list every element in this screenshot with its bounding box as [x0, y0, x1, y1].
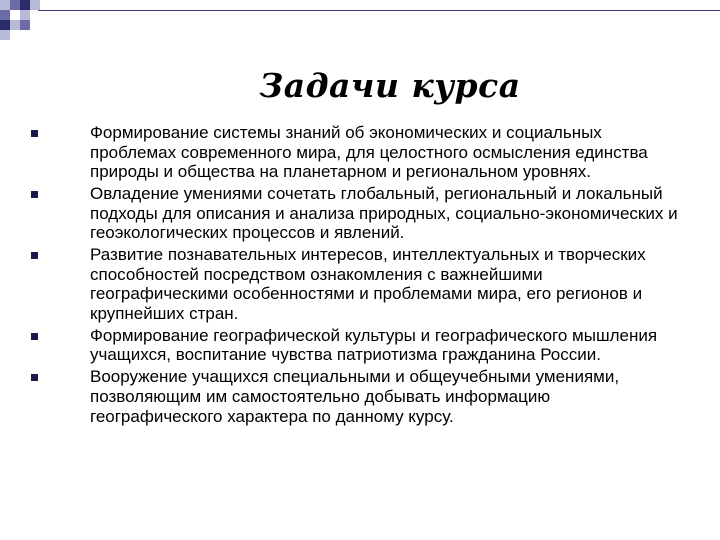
list-item-text: Формирование географической культуры и географического мышления учащихся, воспитание чувства патриотизма гражданина России. — [90, 325, 658, 365]
decor-square — [30, 0, 40, 10]
decor-square — [0, 30, 10, 40]
square-bullet-icon — [31, 333, 38, 340]
square-bullet-icon — [31, 130, 38, 137]
list-item — [28, 326, 678, 365]
square-bullet-icon — [31, 191, 38, 198]
task-list — [28, 123, 678, 428]
list-item — [28, 245, 678, 323]
decor-square — [0, 0, 10, 10]
list-item — [28, 367, 678, 426]
decor-square — [20, 20, 30, 30]
decor-square — [10, 20, 20, 30]
corner-decoration — [0, 0, 60, 48]
decor-square — [10, 10, 20, 20]
list-item-text: Вооружение учащихся специальными и общеучебными умениями, позволяющим им самостоятельно добывать информацию географического характера по данному курсу. — [90, 367, 620, 426]
decor-square — [20, 10, 30, 20]
list-item — [28, 123, 678, 182]
square-bullet-icon — [31, 374, 38, 381]
list-item — [28, 184, 678, 243]
slide-title: Задачи курса — [259, 66, 521, 105]
square-bullet-icon — [31, 252, 38, 259]
list-item-text: Овладение умениями сочетать глобальный, региональный и локальный подходы для описания и анализа природных, социально-экономических и геоэкологических процессов и явлений. — [90, 184, 678, 243]
decor-square — [10, 0, 20, 10]
decor-square — [0, 10, 10, 20]
decor-square — [20, 0, 30, 10]
list-item-text: Развитие познавательных интересов, интеллектуальных и творческих способностей посредством ознакомления с важнейшими географическими особенностями и проблемами мира, его регионов и крупнейших стран. — [90, 245, 646, 323]
top-rule — [38, 10, 720, 11]
list-item-text: Формирование системы знаний об экономических и социальных проблемах современного мира, для целостного осмысления единства природы и общества на планетарном и региональном уровнях. — [90, 123, 648, 182]
decor-square — [0, 20, 10, 30]
